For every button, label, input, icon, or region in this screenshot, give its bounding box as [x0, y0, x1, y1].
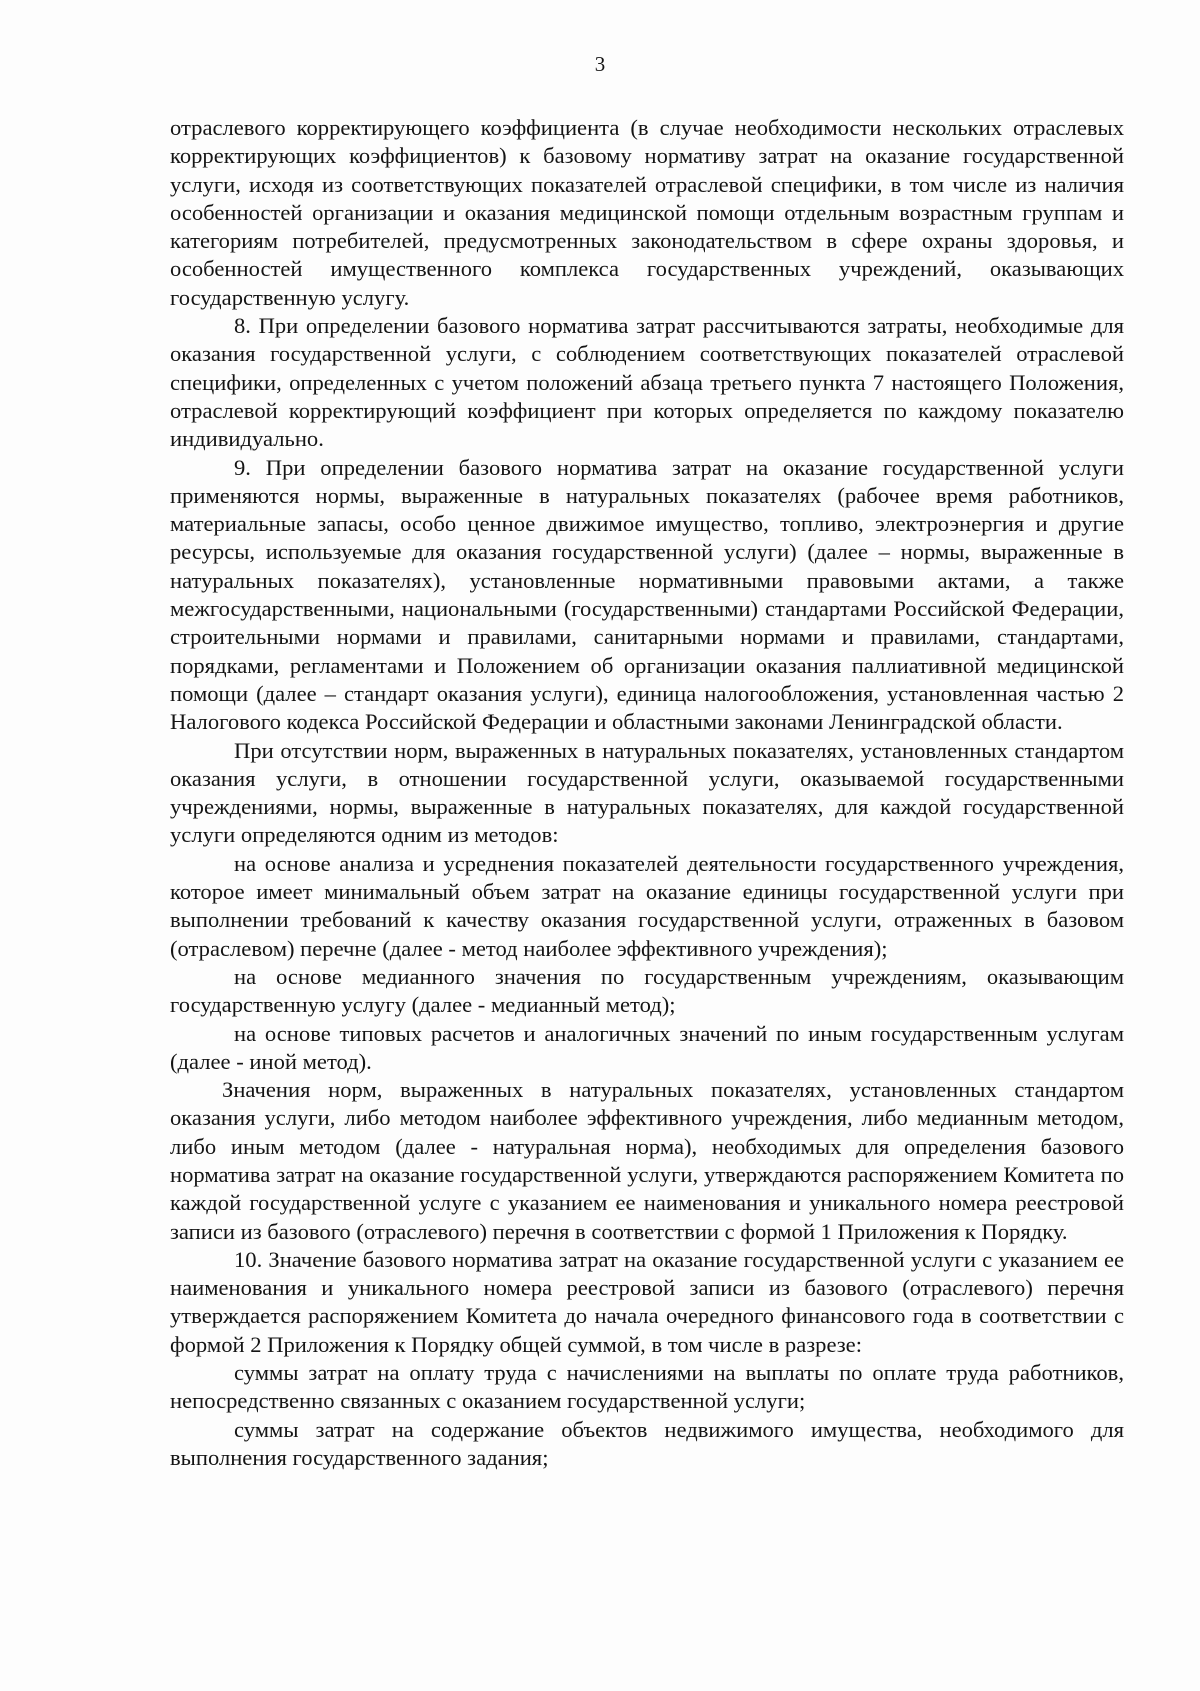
paragraph-continuation: отраслевого корректирующего коэффициента (в случае необходимости нескольких отраслевых корректирующих коэффициентов) к базовому нормативу затрат на оказание государственной услуги, исходя из соответствующих показателей отраслевой специфики, в том числе из наличия особенностей организации и оказания медицинской помощи отдельным возрастным группам и категориям потребителей, предусмотренных законодательством в сфере охраны здоровья, и особенностей имущественного комплекса государственных учреждений, оказывающих государственную услугу.: [170, 115, 1124, 310]
paragraph-absence-of-norms: При отсутствии норм, выраженных в натуральных показателях, установленных стандартом оказания услуги, в отношении государственной услуги, оказываемой государственными учреждениями, нормы, выраженные в натуральных показателях, для каждой государственной услуги определяются одним из методов:: [170, 737, 1124, 848]
paragraph-item-9: 9. При определении базового норматива затрат на оказание государственной услуги применяются нормы, выраженные в натуральных показателях (рабочее время работников, материальные запасы, особо ценное движимое имущество, топливо, электроэнергия и другие ресурсы, используемые для оказания государственной услуги) (далее – нормы, выраженные в натуральных показателях), установленные нормативными правовыми актами, а также межгосударственными, национальными (государственными) стандартами Российской Федерации, строительными нормами и правилами, санитарными нормами и правилами, стандартами, порядками, регламентами и Положением об организации оказания паллиативной медицинской помощи (далее – стандарт оказания услуги), единица налогообложения, установленная частью 2 Налогового кодекса Российской Федерации и областными законами Ленинградской области.: [170, 454, 1124, 735]
paragraph-norm-values: Значения норм, выраженных в натуральных показателях, установленных стандартом оказания услуги, либо методом наиболее эффективного учреждения, либо медианным методом, либо иным методом (далее - натуральная норма), необходимых для определения базового норматива затрат на оказание государственной услуги, утверждаются распоряжением Комитета по каждой государственной услуге с указанием ее наименования и уникального номера реестровой записи из базового (отраслевого) перечня в соответствии с формой 1 Приложения к Порядку.: [170, 1077, 1124, 1244]
document-body: [170, 114, 1124, 1472]
paragraph-method-median: на основе медианного значения по государственным учреждениям, оказывающим государственную услугу (далее - медианный метод);: [170, 963, 1124, 1018]
page-number: 3: [594, 52, 606, 76]
paragraph-method-other: на основе типовых расчетов и аналогичных значений по иным государственным услугам (далее - иной метод).: [170, 1020, 1124, 1074]
paragraph-item-8: 8. При определении базового норматива затрат рассчитываются затраты, необходимые для оказания государственной услуги, с соблюдением соответствующих показателей отраслевой специфики, определенных с учетом положений абзаца третьего пункта 7 настоящего Положения, отраслевой корректирующий коэффициент при которых определяется по каждому показателю индивидуально.: [170, 313, 1124, 452]
paragraph-labor-costs: суммы затрат на оплату труда с начислениями на выплаты по оплате труда работников, непосредственно связанных с оказанием государственной услуги;: [170, 1360, 1124, 1414]
paragraph-item-10: 10. Значение базового норматива затрат на оказание государственной услуги с указанием ее наименования и уникального номера реестровой записи из базового (отраслевого) перечня утверждается распоряжением Комитета до начала очередного финансового года в соответствии с формой 2 Приложения к Порядку общей суммой, в том числе в разрезе:: [170, 1246, 1124, 1357]
paragraph-property-costs: суммы затрат на содержание объектов недвижимого имущества, необходимого для выполнения государственного задания;: [170, 1416, 1124, 1470]
paragraph-method-efficient: на основе анализа и усреднения показателей деятельности государственного учреждения, которое имеет минимальный объем затрат на оказание единицы государственной услуги при выполнении требований к качеству оказания государственной услуги, отраженных в базовом (отраслевом) перечне (далее - метод наиболее эффективного учреждения);: [170, 850, 1124, 961]
